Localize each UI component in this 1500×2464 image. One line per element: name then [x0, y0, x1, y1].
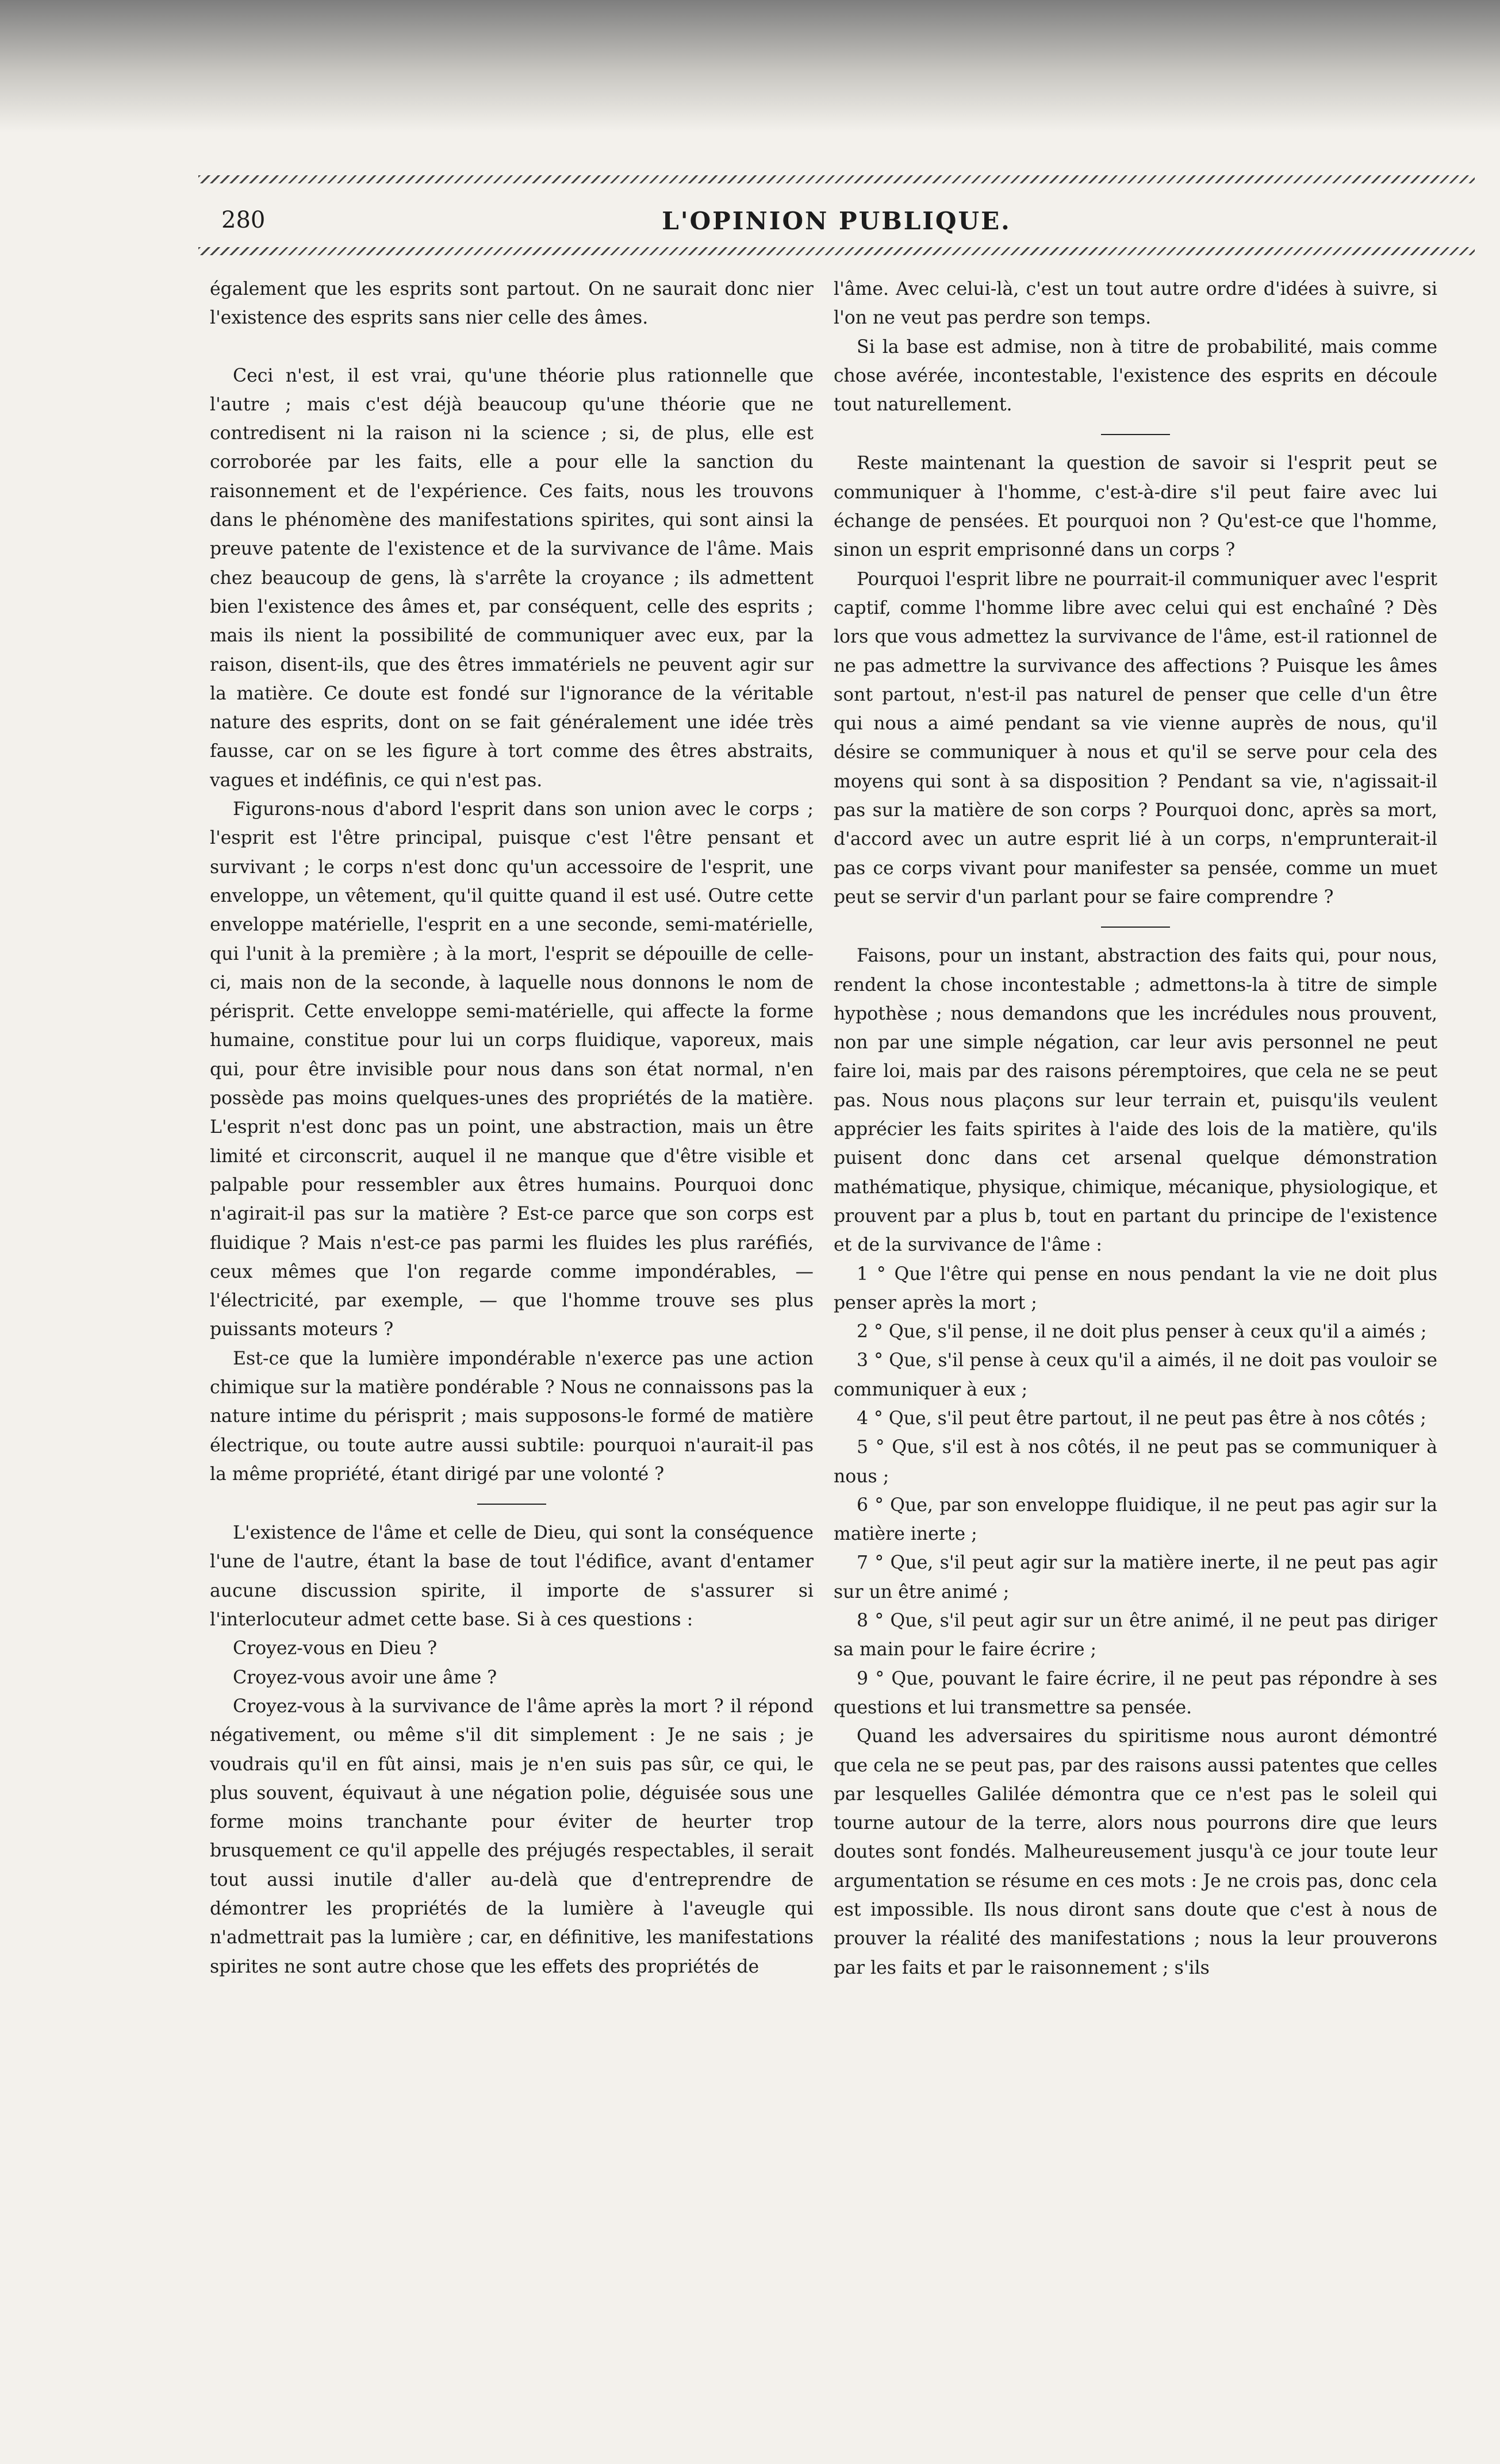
- numbered-item: 9 ° Que, pouvant le faire écrire, il ne peut pas répondre à ses questions et lui transmettre sa pensée.: [834, 1668, 1437, 1718]
- numbered-item: 6 ° Que, par son enveloppe fluidique, il ne peut pas agir sur la matière inerte ;: [834, 1494, 1437, 1545]
- question-line: Croyez-vous en Dieu ?: [233, 1638, 438, 1659]
- numbered-item: 2 ° Que, s'il pense, il ne doit plus penser à ceux qu'il a aimés ;: [857, 1321, 1427, 1343]
- scan-dark-border: [0, 0, 1500, 132]
- section-separator: [1101, 927, 1170, 928]
- header-bottom-rule: [198, 247, 1475, 255]
- numbered-item: 1 ° Que l'être qui pense en nous pendant la vie ne doit plus penser après la mort ;: [834, 1263, 1437, 1313]
- paragraph: également que les esprits sont partout. On ne saurait donc nier l'existence des esprits sans nier celle des âmes.: [210, 279, 814, 329]
- numbered-item: 4 ° Que, s'il peut être partout, il ne peut pas être à nos côtés ;: [857, 1408, 1426, 1429]
- paragraph: Si la base est admise, non à titre de probabilité, mais comme chose avérée, incontestable, l'existence des esprits en découle tout naturellement.: [834, 336, 1437, 416]
- paragraph: Quand les adversaires du spiritisme nous auront démontré que cela ne se peut pas, par des raisons aussi patentes que celles par lesquelles Galilée démontra que ce n'est pas le soleil qui tourne autour de la terre, alors nous pourrons dire que leurs doutes sont fondés. Malheureusement jusqu'à ce jour toute leur argumentation se résume en ces mots : Je ne crois pas, donc cela est impossible. Ils nous diront sans doute que c'est à nous de prouver la réalité des manifestations ; nous la leur prouverons par les faits et par le raisonnement ; s'ils: [834, 1726, 1437, 1978]
- journal-title: L'OPINION PUBLIQUE.: [662, 207, 1011, 235]
- left-column: [210, 275, 814, 2424]
- numbered-item: 5 ° Que, s'il est à nos côtés, il ne peut pas se communiquer à nous ;: [834, 1437, 1437, 1487]
- paragraph: Croyez-vous à la survivance de l'âme après la mort ? il répond négativement, ou même s'il dit simplement : Je ne sais ; je voudrais qu'il en fût ainsi, mais je n'en suis pas sûr, ce qui, le plus souvent, équivaut à une négation polie, déguisée sous une forme moins tranchante pour éviter de heurter trop brusquement ce qu'il appelle des préjugés respectables, il serait tout aussi inutile d'aller au-delà que d'entreprendre de démontrer les propriétés de la lumière à l'aveugle qui n'admettrait pas la lumière ; car, en définitive, les manifestations spirites ne sont autre chose que les effets des propriétés de: [210, 1696, 814, 1977]
- paragraph: L'existence de l'âme et celle de Dieu, qui sont la conséquence l'une de l'autre, étant la base de tout l'édifice, avant d'entamer aucune discussion spirite, il importe de s'assurer si l'interlocuteur admet cette base. Si à ces questions :: [210, 1523, 814, 1631]
- numbered-item: 7 ° Que, s'il peut agir sur la matière inerte, il ne peut pas agir sur un être animé ;: [834, 1552, 1437, 1602]
- paragraph: Figurons-nous d'abord l'esprit dans son union avec le corps ; l'esprit est l'être principal, puisque c'est l'être pensant et survivant ; le corps n'est donc qu'un accessoire de l'esprit, une enveloppe, un vêtement, qu'il quitte quand il est usé. Outre cette enveloppe matérielle, l'esprit en a une seconde, semi-matérielle, qui l'unit à la première ; à la mort, l'esprit se dépouille de celle-ci, mais non de la seconde, à laquelle nous donnons le nom de périsprit. Cette enveloppe semi-matérielle, qui affecte la forme humaine, constitue pour lui un corps fluidique, vaporeux, mais qui, pour être invisible pour nous dans son état normal, n'en possède pas moins quelques-unes des propriétés de la matière. L'esprit n'est donc pas un point, une abstraction, mais un être limité et circonscrit, auquel il ne manque que d'être visible et palpable pour ressembler aux êtres humains. Pourquoi donc n'agirait-il pas sur la matière ? Est-ce parce que son corps est fluidique ? Mais n'est-ce pas parmi les fluides les plus raréfiés, ceux mêmes que l'on regarde comme impondérables, — l'électricité, par exemple, — que l'homme trouve ses plus puissants moteurs ?: [210, 799, 814, 1340]
- paragraph: Pourquoi l'esprit libre ne pourrait-il communiquer avec l'esprit captif, comme l'homme libre avec celui qui est enchaîné ? Dès lors que vous admettez la survivance de l'âme, est-il rationnel de ne pas admettre la survivance des affections ? Puisque les âmes sont partout, n'est-il pas naturel de penser que celle d'un être qui nous a aimé pendant sa vie vienne auprès de nous, qu'il désire se communiquer à nous et qu'il se serve pour cela des moyens qui sont à sa disposition ? Pendant sa vie, n'agissait-il pas sur la matière de son corps ? Pourquoi donc, après sa mort, d'accord avec un autre esprit lié à un corps, n'emprunterait-il pas ce corps vivant pour manifester sa pensée, comme un muet peut se servir d'un parlant pour se faire comprendre ?: [834, 568, 1437, 908]
- section-separator: [477, 1504, 546, 1505]
- paragraph: Faisons, pour un instant, abstraction des faits qui, pour nous, rendent la chose incontestable ; admettons-la à titre de simple hypothèse ; nous demandons que les incrédules nous prouvent, non par une simple négation, car leur avis personnel ne peut faire loi, mais par des raisons péremptoires, que cela ne se peut pas. Nous nous plaçons sur leur terrain et, puisqu'ils veulent apprécier les faits spirites à l'aide des lois de la matière, qu'ils puisent donc dans cet arsenal quelque démonstration mathématique, physique, chimique, mécanique, physiologique, et prouvent par a plus b, tout en partant du principe de l'existence et de la survivance de l'âme :: [834, 945, 1437, 1256]
- paragraph: Est-ce que la lumière impondérable n'exerce pas une action chimique sur la matière pondérable ? Nous ne connaissons pas la nature intime du périsprit ; mais supposons-le formé de matière électrique, ou toute autre aussi subtile: pourquoi n'aurait-il pas la même propriété, étant dirigé par une volonté ?: [210, 1348, 814, 1485]
- question-line: Croyez-vous avoir une âme ?: [233, 1667, 497, 1688]
- paragraph: Reste maintenant la question de savoir si l'esprit peut se communiquer à l'homme, c'est-à-dire s'il peut faire avec lui échange de pensées. Et pourquoi non ? Qu'est-ce que l'homme, sinon un esprit emprisonné dans un corps ?: [834, 453, 1437, 561]
- numbered-item: 3 ° Que, s'il pense à ceux qu'il a aimés, il ne doit pas vouloir se communiquer à eux ;: [834, 1350, 1437, 1400]
- numbered-item: 8 ° Que, s'il peut agir sur un être animé, il ne peut pas diriger sa main pour le faire écrire ;: [834, 1610, 1437, 1660]
- right-column: [834, 275, 1437, 2424]
- page-header: [198, 207, 1475, 241]
- paragraph: l'âme. Avec celui-là, c'est un tout autre ordre d'idées à suivre, si l'on ne veut pas perdre son temps.: [834, 279, 1437, 329]
- page-number: 280: [221, 207, 266, 233]
- paragraph: Ceci n'est, il est vrai, qu'une théorie plus rationnelle que l'autre ; mais c'est déjà beaucoup qu'une théorie que ne contredisent ni la raison ni la science ; si, de plus, elle est corroborée par les faits, elle a pour elle la sanction du raisonnement et de l'expérience. Ces faits, nous les trouvons dans le phénomène des manifestations spirites, qui sont ainsi la preuve patente de l'existence et de la survivance de l'âme. Mais chez beaucoup de gens, là s'arrête la croyance ; ils admettent bien l'existence des âmes et, par conséquent, celle des esprits ; mais ils nient la possibilité de communiquer avec eux, par la raison, disent-ils, que des êtres immatériels ne peuvent agir sur la matière. Ce doute est fondé sur l'ignorance de la véritable nature des esprits, dont on se fait généralement une idée très fausse, car on se les figure à tort comme des êtres abstraits, vagues et indéfinis, ce qui n'est pas.: [210, 365, 814, 791]
- section-separator: [1101, 434, 1170, 435]
- top-ornamental-rule: [198, 175, 1475, 183]
